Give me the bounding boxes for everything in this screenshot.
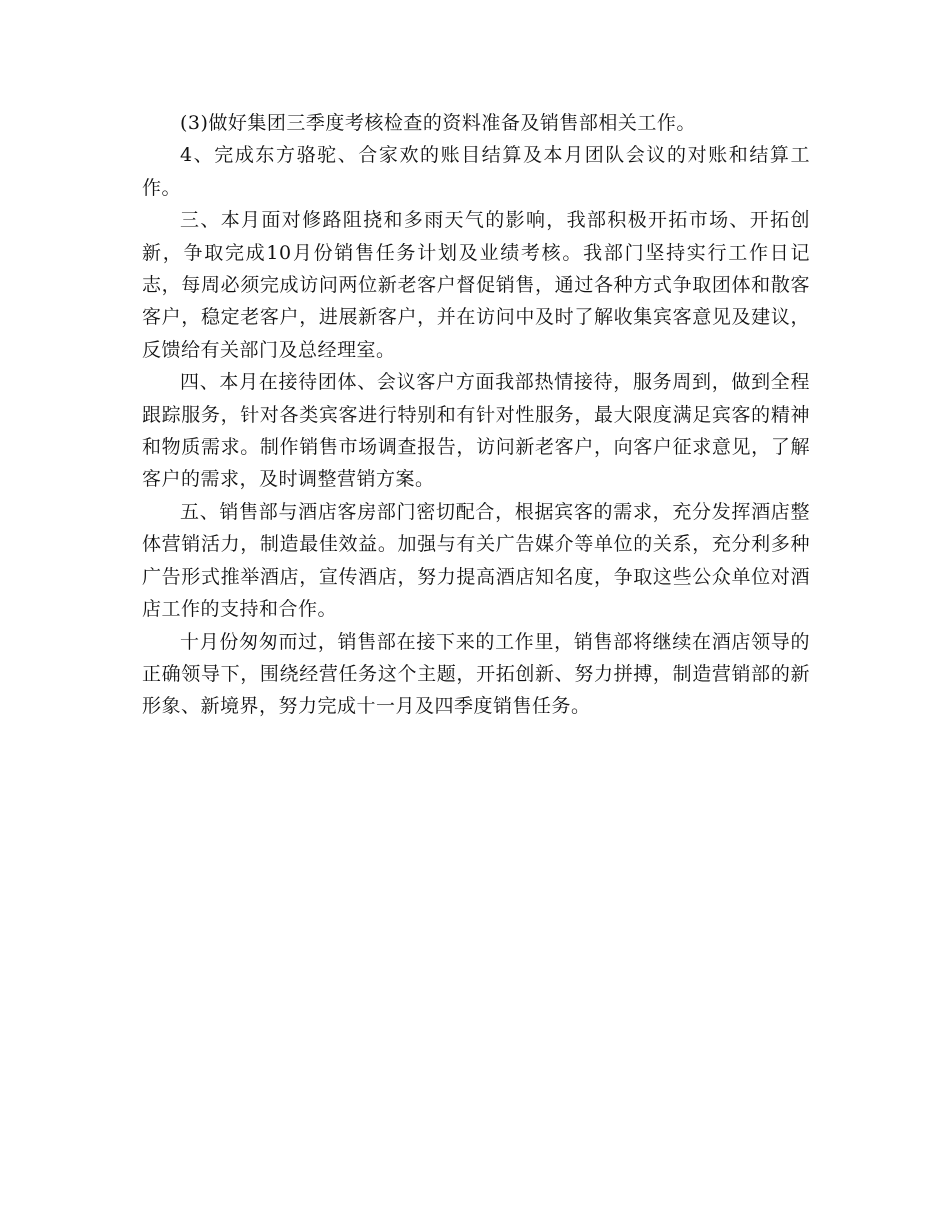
- paragraph-conclusion: 十月份匆匆而过，销售部在接下来的工作里，销售部将继续在酒店领导的正确领导下，围绕经营任务这个主题，开拓创新、努力拼搏，制造营销部的新形象、新境界，努力完成十一月及四季度销售任务。: [142, 630, 810, 718]
- paragraph-section-5-cooperation: 五、销售部与酒店客房部门密切配合，根据宾客的需求，充分发挥酒店整体营销活力，制造最佳效益。加强与有关广告媒介等单位的关系，充分利多种广告形式推举酒店，宣传酒店，努力提高酒店知名度，争取这些公众单位对酒店工作的支持和合作。: [142, 500, 810, 621]
- paragraph-section-4-reception: 四、本月在接待团体、会议客户方面我部热情接待，服务周到，做到全程跟踪服务，针对各类宾客进行特别和有针对性服务，最大限度满足宾客的精神和物质需求。制作销售市场调查报告，访问新老客户，向客户征求意见，了解客户的需求，及时调整营销方案。: [142, 371, 810, 491]
- paragraph-section-3-market: 三、本月面对修路阻挠和多雨天气的影响，我部积极开拓市场、开拓创新，争取完成10月份销售任务计划及业绩考核。我部门坚持实行工作日记志，每周必须完成访问两位新老客户督促销售，通过各种方式争取团体和散客客户，稳定老客户，进展新客户，并在访问中及时了解收集宾客意见及建议，反馈给有关部门及总经理室。: [142, 209, 810, 361]
- document-body: [142, 107, 810, 723]
- paragraph-item-3-preparation: (3)做好集团三季度考核检查的资料准备及销售部相关工作。: [180, 112, 696, 134]
- paragraph-item-4-settlement: 4、完成东方骆驼、合家欢的账目结算及本月团队会议的对账和结算工作。: [142, 144, 810, 199]
